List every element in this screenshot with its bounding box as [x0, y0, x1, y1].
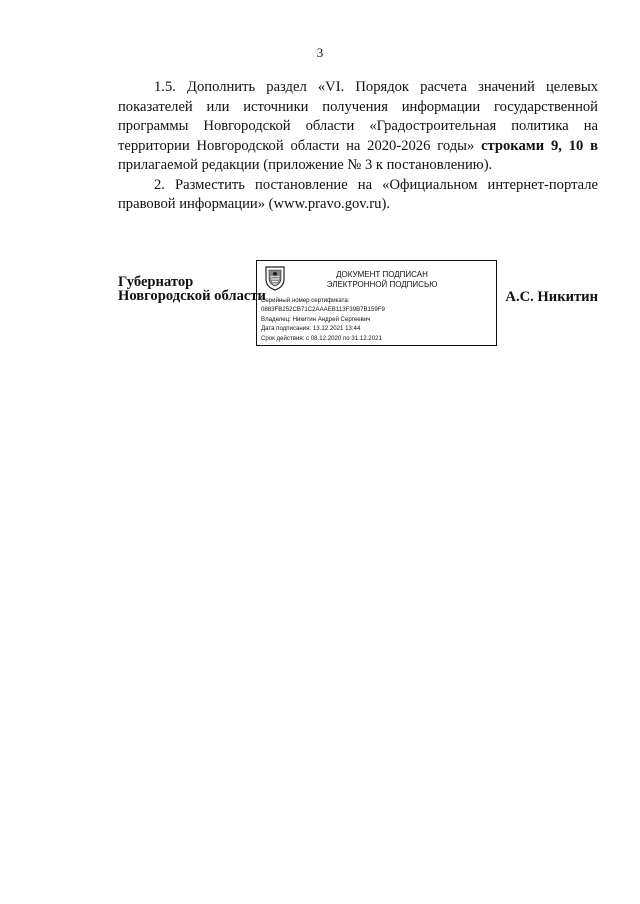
stamp-details: [261, 296, 385, 343]
stamp-heading: [285, 270, 479, 290]
certificate-owner: Владелец: Никитин Андрей Сергеевич: [261, 315, 371, 323]
paragraph-1-5-text: 1.5. Дополнить раздел «VI. Порядок расчета значений целевых показателей или источники получения информации государственной программы Новгородской области «Градостроительная политика на территории Новгородской области на 2020-2026 годы»: [118, 79, 598, 154]
stamp-heading-line-2: ЭЛЕКТРОННОЙ ПОДПИСЬЮ: [326, 280, 438, 289]
paragraph-1-5-bold: строками 9, 10 в: [481, 137, 598, 154]
paragraph-1-5: [118, 78, 598, 176]
coat-of-arms-icon: [263, 265, 287, 291]
signer-name: А.С. Никитин: [505, 289, 598, 305]
certificate-number: 0883FB252CB71C2AAAEB113F39B7B159F9: [261, 306, 385, 314]
signer-position: [118, 275, 266, 303]
certificate-validity: Срок действия: с 08.12.2020 по 31.12.2021: [261, 334, 382, 342]
certificate-label: Серийный номер сертификата:: [261, 297, 350, 304]
paragraph-2: 2. Разместить постановление на «Официальном интернет-портале правовой информации» (www.pravo.gov.ru).: [118, 176, 598, 212]
paragraph-1-5-tail: прилагаемой редакции (приложение № 3 к постановлению).: [118, 157, 493, 173]
signer-position-line-1: Губернатор: [118, 274, 194, 290]
signed-date: Дата подписания: 13.12.2021 13:44: [261, 325, 361, 333]
stamp-heading-line-1: ДОКУМЕНТ ПОДПИСАН: [336, 270, 428, 279]
signer-position-line-2: Новгородской области: [118, 288, 266, 304]
page-number: 3: [316, 45, 324, 60]
signature-block: [118, 258, 598, 350]
electronic-signature-stamp: [256, 260, 497, 346]
document-body: [118, 78, 598, 215]
